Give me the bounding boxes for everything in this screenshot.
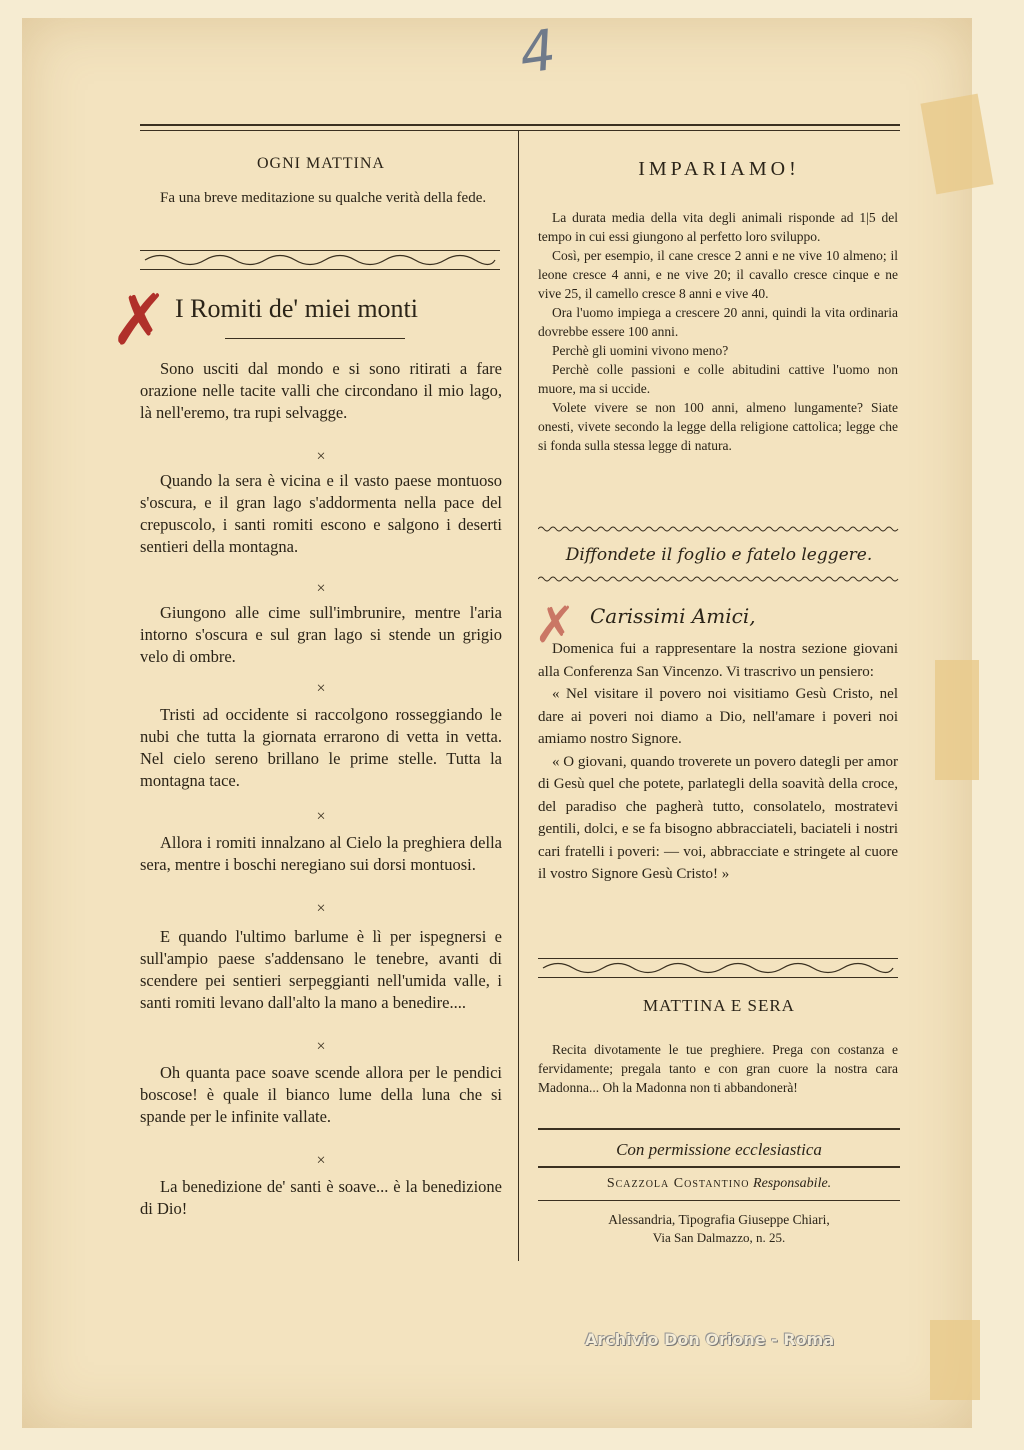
tipografia-line-2: Via San Dalmazzo, n. 25.: [652, 1230, 786, 1245]
article-paragraph: Quando la sera è vicina e il vasto paese montuoso s'oscura, e il gran lago s'addormenta nella pace del crepuscolo, i santi romiti escono e salgono i deserti sentieri della montagna.: [140, 471, 502, 556]
separator-mark: ×: [316, 448, 326, 465]
responsabile-line: [538, 1176, 900, 1192]
permissione-rule: [538, 1166, 900, 1168]
article-paragraph: La benedizione de' santi è soave... è la benedizione di Dio!: [140, 1177, 502, 1218]
impariamo-paragraph: Perchè gli uomini vivono meno?: [552, 343, 729, 358]
title-underline: [225, 338, 405, 339]
carissimi-title: Carissimi Amici,: [590, 604, 756, 628]
impariamo-body: [538, 208, 898, 455]
mattina-sera-title: MATTINA E SERA: [643, 996, 795, 1015]
ogni-mattina-title: OGNI MATTINA: [257, 155, 385, 172]
handwritten-page-number: 4: [515, 17, 560, 88]
article-body: [140, 358, 502, 1220]
separator-mark: ×: [316, 900, 326, 917]
article-paragraph: Tristi ad occidente si raccolgono rosseggiando le nubi che tutta la giornata errarono di vetta in vetta. Nel cielo sereno brillano le prime stelle. Tutta la montagna tace.: [140, 705, 502, 790]
article-title: I Romiti de' miei monti: [175, 294, 419, 323]
impariamo-paragraph: Perchè colle passioni e colle abitudini cattive l'uomo non muore, ma si uccide.: [538, 362, 898, 396]
separator-mark: ×: [316, 808, 326, 825]
paper-stain: [935, 660, 979, 780]
impariamo-paragraph: Volete vivere se non 100 anni, almeno lungamente? Siate onesti, vivete secondo la legge della religione cattolica; legge che si fonda sulla stessa legge di natura.: [538, 400, 898, 453]
impariamo-title: IMPARIAMO!: [638, 158, 800, 180]
impariamo-paragraph: La durata media della vita degli animali risponde ad 1|5 del tempo in cui essi giungono al perfetto loro sviluppo.: [538, 210, 898, 244]
ogni-mattina-text: Fa una breve meditazione su qualche verità della fede.: [160, 190, 487, 206]
article-paragraph: E quando l'ultimo barlume è lì per ispegnersi e sull'ampio paese s'addensano le tenebre, avanti di scendere pei sentieri serpeggianti nell'umida valle, i santi romiti levano dall'alto la mano a benedire....: [140, 927, 502, 1012]
carissimi-body: [538, 638, 898, 886]
wavy-rule: [538, 575, 900, 583]
red-cross-mark: ✗: [110, 279, 169, 361]
mattina-sera-text: Recita divotamente le tue preghiere. Prega con costanza e fervidamente; pregala tanto e con gran cuore la nostra cara Madonna... Oh la Madonna non ti abbandonerà!: [538, 1042, 898, 1095]
separator-mark: ×: [316, 1038, 326, 1055]
tipografia-line-1: Alessandria, Tipografia Giuseppe Chiari,: [608, 1212, 830, 1227]
top-rule-thin: [140, 130, 900, 131]
paper-stain: [930, 1320, 980, 1400]
permissione-line: Con permissione ecclesiastica: [616, 1140, 822, 1159]
carissimi-paragraph: Domenica fui a rappresentare la nostra sezione giovani alla Conferenza San Vincenzo. Vi trascrivo un pensiero:: [538, 641, 898, 680]
separator-mark: ×: [316, 680, 326, 697]
separator-mark: ×: [316, 580, 326, 597]
carissimi-paragraph: « O giovani, quando troverete un povero dategli per amor di Gesù quel che potete, parlategli della soavità della croce, del paradiso che pagherà tutto, consolatelo, mostratevi gentili, dolci, e se fa bisogno abbracciateli, baciateli i nostri cari fratelli i poveri: — voi, abbracciate e stringete al cuore il vostro Signore Gesù Cristo! »: [538, 753, 898, 882]
diffondete-line: Diffondete il foglio e fatelo leggere.: [565, 545, 873, 565]
responsabile-label: Responsabile.: [753, 1176, 832, 1191]
responsabile-rule: [538, 1200, 900, 1201]
archive-stamp: Archivio Don Orione - Roma: [585, 1330, 835, 1349]
column-divider: [518, 131, 519, 1261]
wavy-rule: [538, 525, 900, 533]
permissione-rule: [538, 1128, 900, 1130]
article-paragraph: Sono usciti dal mondo e si sono ritirati a fare orazione nelle tacite valli che circondano il mio lago, là nell'eremo, tra rupi selvagge.: [140, 359, 502, 422]
responsabile-name: Scazzola Costantino: [606, 1176, 750, 1191]
ornamental-divider: [140, 250, 500, 270]
ornament-icon: [538, 959, 898, 977]
article-paragraph: Giungono alle cime sull'imbrunire, mentre l'aria intorno s'oscura e sul gran lago si stende un grigio velo di ombre.: [140, 603, 502, 666]
article-paragraph: Allora i romiti innalzano al Cielo la preghiera della sera, mentre i boschi neregiano sui dorsi montuosi.: [140, 833, 502, 874]
impariamo-paragraph: Così, per esempio, il cane cresce 2 anni e ne vive 10 almeno; il leone cresce 4 anni, e ne vive 20; il cavallo cresce cinque e ne vive 25, il camello cresce 8 anni e vive 40.: [538, 248, 898, 301]
ornament-icon: [140, 251, 500, 269]
top-rule: [140, 124, 900, 126]
impariamo-paragraph: Ora l'uomo impiega a crescere 20 anni, quindi la vita ordinaria dovrebbe essere 100 anni.: [538, 305, 898, 339]
ornamental-divider: [538, 958, 898, 978]
separator-mark: ×: [316, 1152, 326, 1169]
article-paragraph: Oh quanta pace soave scende allora per le pendici boscose! è quale il bianco lume della luna che si spande per le infinite vallate.: [140, 1063, 502, 1126]
red-cross-mark: ✗: [534, 596, 576, 654]
carissimi-paragraph: « Nel visitare il povero noi visitiamo Gesù Cristo, nel dare ai poveri noi diamo a Dio, nell'amare i poveri noi amiamo nostro Signore.: [538, 686, 898, 747]
